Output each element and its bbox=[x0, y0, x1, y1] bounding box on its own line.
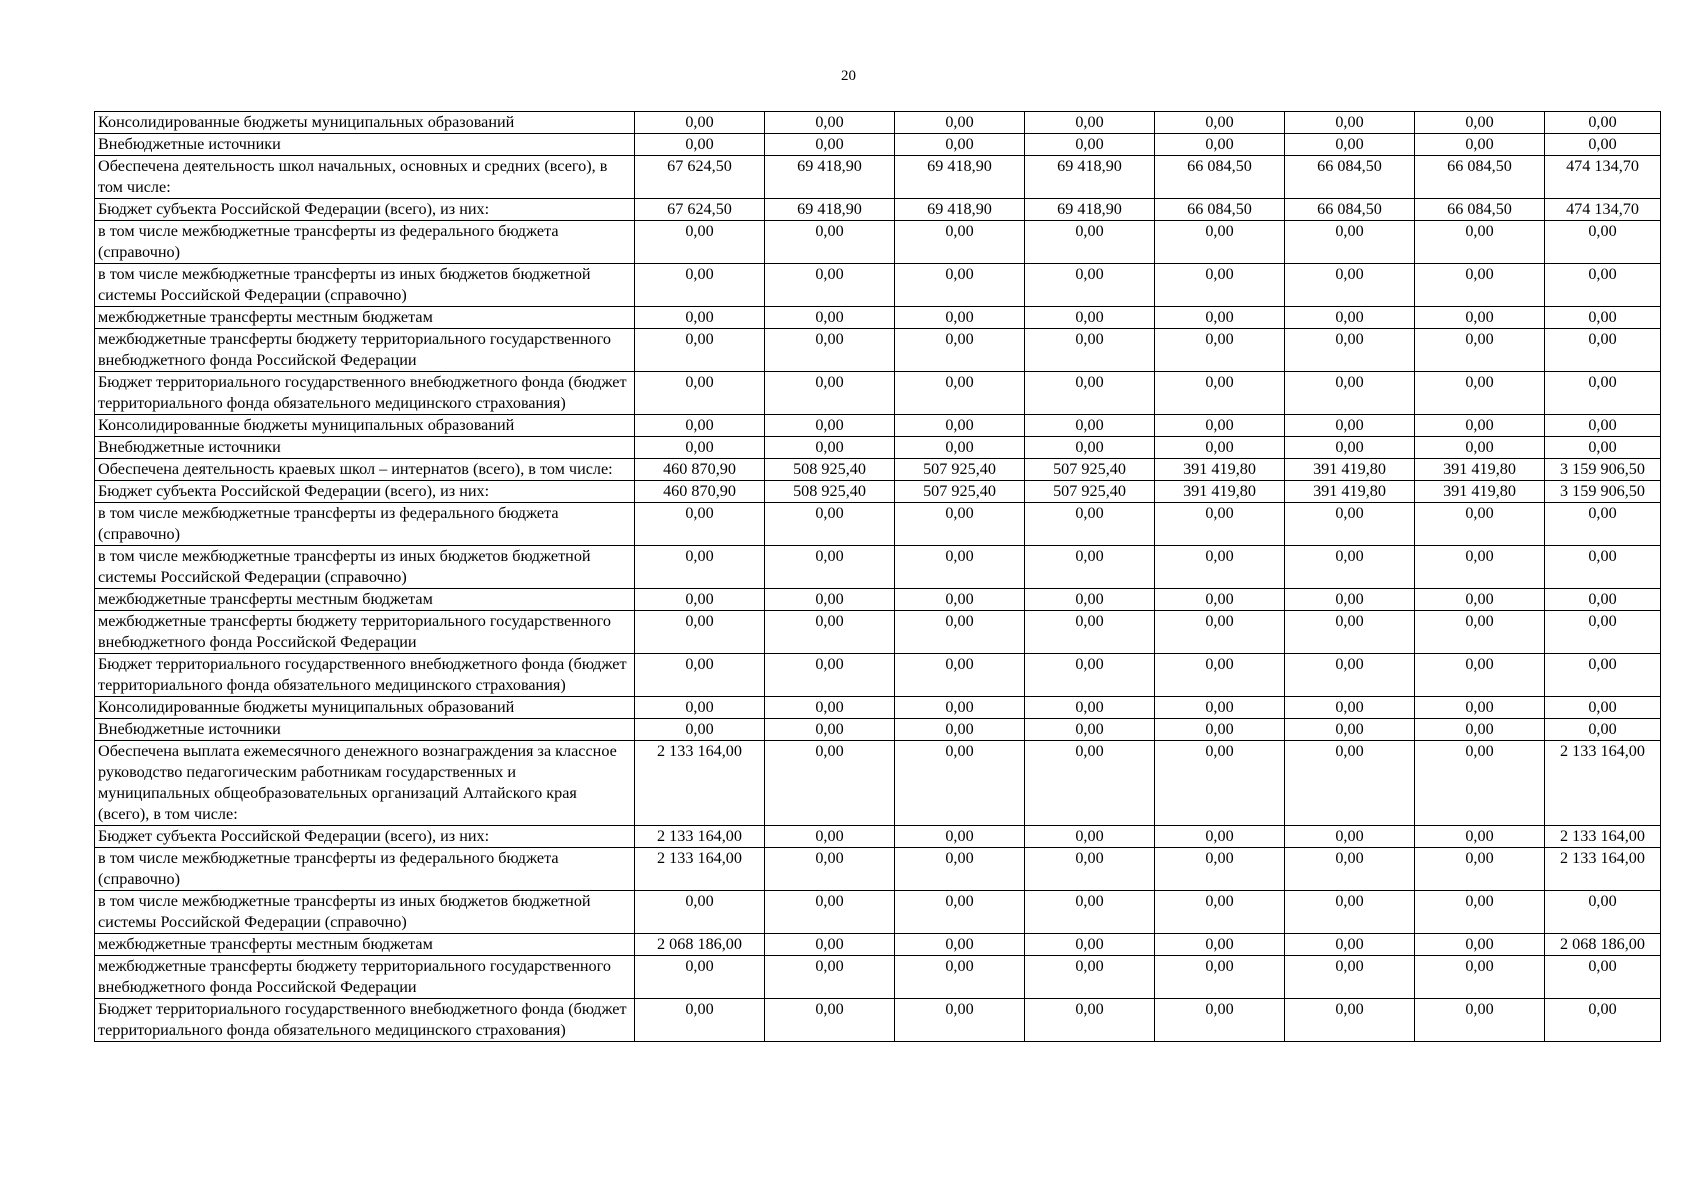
row-value: 0,00 bbox=[1025, 372, 1155, 415]
row-value: 0,00 bbox=[635, 697, 765, 719]
row-value: 0,00 bbox=[1025, 611, 1155, 654]
row-value: 66 084,50 bbox=[1415, 156, 1545, 199]
row-total-value: 0,00 bbox=[1545, 956, 1661, 999]
row-value: 0,00 bbox=[1285, 891, 1415, 934]
table-row bbox=[95, 112, 1661, 134]
row-value: 0,00 bbox=[1155, 611, 1285, 654]
row-value: 0,00 bbox=[1025, 891, 1155, 934]
row-value: 0,00 bbox=[1155, 697, 1285, 719]
table-row bbox=[95, 329, 1661, 372]
row-value: 0,00 bbox=[635, 134, 765, 156]
row-label: Обеспечена выплата ежемесячного денежного вознаграждения за классное руководство педагогическим работникам государственных и муниципальных общеобразовательных организаций Алтайского края (всего), в том числе: bbox=[95, 741, 635, 826]
table-row bbox=[95, 437, 1661, 459]
row-label: Консолидированные бюджеты муниципальных образований bbox=[95, 415, 635, 437]
row-value: 66 084,50 bbox=[1155, 199, 1285, 221]
row-value: 0,00 bbox=[1155, 654, 1285, 697]
row-value: 0,00 bbox=[1025, 741, 1155, 826]
row-value: 0,00 bbox=[895, 611, 1025, 654]
row-value: 0,00 bbox=[1285, 221, 1415, 264]
row-label: Бюджет субъекта Российской Федерации (всего), из них: bbox=[95, 481, 635, 503]
row-value: 0,00 bbox=[895, 221, 1025, 264]
row-value: 66 084,50 bbox=[1285, 156, 1415, 199]
row-value: 0,00 bbox=[895, 934, 1025, 956]
row-value: 0,00 bbox=[635, 437, 765, 459]
row-value: 0,00 bbox=[1155, 956, 1285, 999]
row-value: 0,00 bbox=[765, 611, 895, 654]
table-body bbox=[95, 112, 1661, 1042]
row-value: 0,00 bbox=[1155, 741, 1285, 826]
row-total-value: 3 159 906,50 bbox=[1545, 459, 1661, 481]
row-value: 0,00 bbox=[765, 112, 895, 134]
row-value: 0,00 bbox=[1025, 956, 1155, 999]
row-value: 0,00 bbox=[1415, 741, 1545, 826]
row-value: 0,00 bbox=[1415, 221, 1545, 264]
row-value: 507 925,40 bbox=[1025, 459, 1155, 481]
row-total-value: 0,00 bbox=[1545, 697, 1661, 719]
row-value: 0,00 bbox=[635, 415, 765, 437]
row-value: 0,00 bbox=[1155, 848, 1285, 891]
row-value: 0,00 bbox=[895, 437, 1025, 459]
table-row bbox=[95, 199, 1661, 221]
row-value: 0,00 bbox=[635, 264, 765, 307]
table-row bbox=[95, 589, 1661, 611]
row-value: 66 084,50 bbox=[1285, 199, 1415, 221]
row-label: Консолидированные бюджеты муниципальных образований bbox=[95, 697, 635, 719]
row-value: 0,00 bbox=[1025, 437, 1155, 459]
row-value: 0,00 bbox=[635, 611, 765, 654]
row-value: 391 419,80 bbox=[1415, 481, 1545, 503]
row-value: 0,00 bbox=[1415, 372, 1545, 415]
table-row bbox=[95, 372, 1661, 415]
row-value: 69 418,90 bbox=[895, 199, 1025, 221]
row-value: 69 418,90 bbox=[765, 156, 895, 199]
row-value: 0,00 bbox=[1285, 956, 1415, 999]
row-value: 0,00 bbox=[765, 329, 895, 372]
row-value: 0,00 bbox=[1285, 503, 1415, 546]
row-value: 66 084,50 bbox=[1415, 199, 1545, 221]
row-value: 0,00 bbox=[895, 848, 1025, 891]
table-row bbox=[95, 697, 1661, 719]
row-value: 0,00 bbox=[1155, 264, 1285, 307]
row-label: в том числе межбюджетные трансферты из иных бюджетов бюджетной системы Российской Федерации (справочно) bbox=[95, 264, 635, 307]
row-value: 0,00 bbox=[635, 503, 765, 546]
row-value: 0,00 bbox=[765, 264, 895, 307]
row-value: 2 133 164,00 bbox=[635, 826, 765, 848]
row-value: 0,00 bbox=[895, 891, 1025, 934]
row-value: 0,00 bbox=[1025, 826, 1155, 848]
row-value: 0,00 bbox=[1415, 934, 1545, 956]
row-value: 2 133 164,00 bbox=[635, 848, 765, 891]
row-label: межбюджетные трансферты местным бюджетам bbox=[95, 589, 635, 611]
row-value: 460 870,90 bbox=[635, 481, 765, 503]
row-value: 0,00 bbox=[1415, 891, 1545, 934]
table-row bbox=[95, 891, 1661, 934]
table-row bbox=[95, 546, 1661, 589]
row-value: 0,00 bbox=[1415, 826, 1545, 848]
row-total-value: 0,00 bbox=[1545, 589, 1661, 611]
row-value: 0,00 bbox=[1025, 329, 1155, 372]
row-value: 0,00 bbox=[1415, 264, 1545, 307]
row-total-value: 0,00 bbox=[1545, 999, 1661, 1042]
row-value: 0,00 bbox=[895, 654, 1025, 697]
row-value: 0,00 bbox=[1285, 719, 1415, 741]
row-label: Бюджет территориального государственного внебюджетного фонда (бюджет территориального фонда обязательного медицинского страхования) bbox=[95, 999, 635, 1042]
row-value: 0,00 bbox=[1285, 589, 1415, 611]
row-value: 0,00 bbox=[1285, 546, 1415, 589]
row-value: 0,00 bbox=[1025, 503, 1155, 546]
row-label: межбюджетные трансферты бюджету территориального государственного внебюджетного фонда Российской Федерации bbox=[95, 611, 635, 654]
row-value: 0,00 bbox=[1285, 329, 1415, 372]
row-value: 0,00 bbox=[1025, 415, 1155, 437]
row-total-value: 0,00 bbox=[1545, 307, 1661, 329]
row-value: 0,00 bbox=[1415, 307, 1545, 329]
row-value: 0,00 bbox=[1415, 999, 1545, 1042]
row-value: 0,00 bbox=[635, 546, 765, 589]
row-value: 0,00 bbox=[895, 956, 1025, 999]
row-value: 0,00 bbox=[765, 848, 895, 891]
table-row bbox=[95, 503, 1661, 546]
table-row bbox=[95, 134, 1661, 156]
row-value: 2 133 164,00 bbox=[635, 741, 765, 826]
row-value: 0,00 bbox=[765, 934, 895, 956]
row-value: 0,00 bbox=[1285, 826, 1415, 848]
row-label: Бюджет территориального государственного внебюджетного фонда (бюджет территориального фонда обязательного медицинского страхования) bbox=[95, 372, 635, 415]
row-value: 0,00 bbox=[765, 956, 895, 999]
row-value: 0,00 bbox=[765, 654, 895, 697]
row-value: 0,00 bbox=[1415, 697, 1545, 719]
row-total-value: 0,00 bbox=[1545, 437, 1661, 459]
row-value: 0,00 bbox=[1155, 437, 1285, 459]
row-value: 0,00 bbox=[895, 546, 1025, 589]
row-value: 460 870,90 bbox=[635, 459, 765, 481]
row-label: Внебюджетные источники bbox=[95, 437, 635, 459]
row-value: 0,00 bbox=[1415, 546, 1545, 589]
row-label: в том числе межбюджетные трансферты из федерального бюджета (справочно) bbox=[95, 221, 635, 264]
row-value: 0,00 bbox=[1025, 112, 1155, 134]
row-value: 0,00 bbox=[1025, 654, 1155, 697]
row-value: 0,00 bbox=[895, 372, 1025, 415]
row-value: 0,00 bbox=[1025, 264, 1155, 307]
row-value: 0,00 bbox=[895, 134, 1025, 156]
row-value: 0,00 bbox=[765, 134, 895, 156]
table-row bbox=[95, 415, 1661, 437]
row-value: 0,00 bbox=[1285, 264, 1415, 307]
row-value: 0,00 bbox=[1025, 221, 1155, 264]
row-value: 0,00 bbox=[1415, 437, 1545, 459]
row-total-value: 0,00 bbox=[1545, 546, 1661, 589]
row-value: 0,00 bbox=[1285, 999, 1415, 1042]
row-value: 0,00 bbox=[1285, 611, 1415, 654]
row-total-value: 0,00 bbox=[1545, 112, 1661, 134]
row-value: 0,00 bbox=[895, 697, 1025, 719]
row-value: 0,00 bbox=[1415, 654, 1545, 697]
table-row bbox=[95, 307, 1661, 329]
row-value: 0,00 bbox=[1415, 134, 1545, 156]
row-value: 0,00 bbox=[1415, 956, 1545, 999]
row-value: 0,00 bbox=[1155, 221, 1285, 264]
row-total-value: 0,00 bbox=[1545, 611, 1661, 654]
row-value: 0,00 bbox=[895, 719, 1025, 741]
row-value: 0,00 bbox=[1285, 934, 1415, 956]
row-value: 0,00 bbox=[1415, 112, 1545, 134]
row-value: 0,00 bbox=[765, 415, 895, 437]
row-label: межбюджетные трансферты местным бюджетам bbox=[95, 307, 635, 329]
row-value: 0,00 bbox=[895, 826, 1025, 848]
row-value: 0,00 bbox=[895, 112, 1025, 134]
row-value: 69 418,90 bbox=[895, 156, 1025, 199]
row-value: 0,00 bbox=[635, 654, 765, 697]
row-value: 0,00 bbox=[765, 503, 895, 546]
row-label: Обеспечена деятельность школ начальных, основных и средних (всего), в том числе: bbox=[95, 156, 635, 199]
row-value: 0,00 bbox=[1155, 934, 1285, 956]
table-row bbox=[95, 156, 1661, 199]
row-value: 69 418,90 bbox=[765, 199, 895, 221]
row-value: 0,00 bbox=[1025, 307, 1155, 329]
row-value: 0,00 bbox=[765, 891, 895, 934]
row-value: 0,00 bbox=[1155, 372, 1285, 415]
row-total-value: 0,00 bbox=[1545, 719, 1661, 741]
row-value: 0,00 bbox=[635, 891, 765, 934]
row-value: 0,00 bbox=[1155, 134, 1285, 156]
row-value: 0,00 bbox=[895, 329, 1025, 372]
row-value: 0,00 bbox=[765, 999, 895, 1042]
row-value: 0,00 bbox=[1155, 503, 1285, 546]
row-total-value: 0,00 bbox=[1545, 503, 1661, 546]
row-label: Бюджет территориального государственного внебюджетного фонда (бюджет территориального фонда обязательного медицинского страхования) bbox=[95, 654, 635, 697]
table-row bbox=[95, 481, 1661, 503]
row-value: 2 068 186,00 bbox=[635, 934, 765, 956]
row-value: 391 419,80 bbox=[1285, 459, 1415, 481]
table-row bbox=[95, 719, 1661, 741]
row-value: 0,00 bbox=[1285, 415, 1415, 437]
row-value: 0,00 bbox=[1155, 415, 1285, 437]
row-label: межбюджетные трансферты местным бюджетам bbox=[95, 934, 635, 956]
table-row bbox=[95, 848, 1661, 891]
row-label: в том числе межбюджетные трансферты из федерального бюджета (справочно) bbox=[95, 848, 635, 891]
row-value: 0,00 bbox=[1025, 546, 1155, 589]
row-value: 0,00 bbox=[765, 589, 895, 611]
row-total-value: 3 159 906,50 bbox=[1545, 481, 1661, 503]
row-label: межбюджетные трансферты бюджету территориального государственного внебюджетного фонда Российской Федерации bbox=[95, 329, 635, 372]
row-value: 0,00 bbox=[635, 112, 765, 134]
row-value: 67 624,50 bbox=[635, 156, 765, 199]
row-value: 0,00 bbox=[895, 589, 1025, 611]
row-value: 0,00 bbox=[1285, 307, 1415, 329]
row-value: 0,00 bbox=[1415, 611, 1545, 654]
row-value: 391 419,80 bbox=[1155, 459, 1285, 481]
row-value: 0,00 bbox=[1285, 437, 1415, 459]
row-value: 0,00 bbox=[765, 546, 895, 589]
row-value: 0,00 bbox=[1415, 415, 1545, 437]
row-value: 69 418,90 bbox=[1025, 156, 1155, 199]
row-label: межбюджетные трансферты бюджету территориального государственного внебюджетного фонда Российской Федерации bbox=[95, 956, 635, 999]
row-value: 0,00 bbox=[895, 307, 1025, 329]
row-value: 0,00 bbox=[635, 999, 765, 1042]
row-value: 508 925,40 bbox=[765, 459, 895, 481]
row-value: 0,00 bbox=[895, 741, 1025, 826]
row-value: 0,00 bbox=[635, 307, 765, 329]
row-value: 0,00 bbox=[1025, 697, 1155, 719]
table-row bbox=[95, 934, 1661, 956]
row-value: 0,00 bbox=[1155, 112, 1285, 134]
row-value: 0,00 bbox=[895, 415, 1025, 437]
row-total-value: 0,00 bbox=[1545, 891, 1661, 934]
row-total-value: 0,00 bbox=[1545, 264, 1661, 307]
row-value: 507 925,40 bbox=[895, 459, 1025, 481]
row-value: 0,00 bbox=[635, 221, 765, 264]
row-value: 0,00 bbox=[1155, 719, 1285, 741]
table-row bbox=[95, 611, 1661, 654]
row-total-value: 0,00 bbox=[1545, 654, 1661, 697]
row-value: 0,00 bbox=[1155, 999, 1285, 1042]
row-value: 0,00 bbox=[1025, 999, 1155, 1042]
row-value: 0,00 bbox=[765, 826, 895, 848]
row-value: 0,00 bbox=[765, 719, 895, 741]
row-total-value: 2 133 164,00 bbox=[1545, 741, 1661, 826]
row-label: в том числе межбюджетные трансферты из иных бюджетов бюджетной системы Российской Федерации (справочно) bbox=[95, 546, 635, 589]
row-value: 0,00 bbox=[1415, 848, 1545, 891]
table-row bbox=[95, 956, 1661, 999]
row-value: 0,00 bbox=[1285, 134, 1415, 156]
row-value: 0,00 bbox=[1155, 826, 1285, 848]
table-row bbox=[95, 999, 1661, 1042]
row-value: 0,00 bbox=[1025, 589, 1155, 611]
row-value: 0,00 bbox=[1415, 329, 1545, 372]
table-row bbox=[95, 826, 1661, 848]
row-label: Обеспечена деятельность краевых школ – интернатов (всего), в том числе: bbox=[95, 459, 635, 481]
row-value: 0,00 bbox=[1415, 589, 1545, 611]
row-value: 0,00 bbox=[1155, 546, 1285, 589]
row-value: 0,00 bbox=[765, 372, 895, 415]
row-value: 391 419,80 bbox=[1285, 481, 1415, 503]
row-total-value: 2 068 186,00 bbox=[1545, 934, 1661, 956]
row-value: 0,00 bbox=[1155, 891, 1285, 934]
row-value: 0,00 bbox=[1285, 112, 1415, 134]
row-total-value: 474 134,70 bbox=[1545, 156, 1661, 199]
row-value: 0,00 bbox=[1025, 134, 1155, 156]
row-value: 0,00 bbox=[1025, 848, 1155, 891]
row-value: 0,00 bbox=[635, 956, 765, 999]
row-label: Консолидированные бюджеты муниципальных образований bbox=[95, 112, 635, 134]
row-value: 69 418,90 bbox=[1025, 199, 1155, 221]
row-label: Внебюджетные источники bbox=[95, 719, 635, 741]
row-value: 0,00 bbox=[635, 372, 765, 415]
row-value: 0,00 bbox=[765, 741, 895, 826]
row-value: 0,00 bbox=[1285, 654, 1415, 697]
row-value: 0,00 bbox=[1025, 934, 1155, 956]
row-value: 391 419,80 bbox=[1415, 459, 1545, 481]
row-value: 66 084,50 bbox=[1155, 156, 1285, 199]
row-label: в том числе межбюджетные трансферты из иных бюджетов бюджетной системы Российской Федерации (справочно) bbox=[95, 891, 635, 934]
row-value: 0,00 bbox=[1415, 503, 1545, 546]
row-value: 0,00 bbox=[1285, 848, 1415, 891]
table-row bbox=[95, 264, 1661, 307]
row-value: 0,00 bbox=[765, 437, 895, 459]
row-value: 391 419,80 bbox=[1155, 481, 1285, 503]
table-row bbox=[95, 741, 1661, 826]
row-value: 0,00 bbox=[765, 307, 895, 329]
row-value: 0,00 bbox=[635, 719, 765, 741]
row-value: 0,00 bbox=[765, 697, 895, 719]
row-value: 0,00 bbox=[1155, 329, 1285, 372]
row-value: 0,00 bbox=[1285, 372, 1415, 415]
page-number: 20 bbox=[841, 68, 856, 84]
row-value: 0,00 bbox=[895, 503, 1025, 546]
row-value: 507 925,40 bbox=[895, 481, 1025, 503]
row-label: Бюджет субъекта Российской Федерации (всего), из них: bbox=[95, 826, 635, 848]
row-total-value: 0,00 bbox=[1545, 372, 1661, 415]
row-total-value: 0,00 bbox=[1545, 415, 1661, 437]
row-value: 0,00 bbox=[1285, 741, 1415, 826]
table-row bbox=[95, 654, 1661, 697]
row-total-value: 0,00 bbox=[1545, 329, 1661, 372]
row-label: в том числе межбюджетные трансферты из федерального бюджета (справочно) bbox=[95, 503, 635, 546]
row-value: 0,00 bbox=[895, 264, 1025, 307]
row-value: 0,00 bbox=[765, 221, 895, 264]
table-row bbox=[95, 459, 1661, 481]
table-row bbox=[95, 221, 1661, 264]
row-label: Внебюджетные источники bbox=[95, 134, 635, 156]
row-value: 0,00 bbox=[1285, 697, 1415, 719]
row-value: 0,00 bbox=[635, 329, 765, 372]
row-total-value: 474 134,70 bbox=[1545, 199, 1661, 221]
row-value: 67 624,50 bbox=[635, 199, 765, 221]
row-label: Бюджет субъекта Российской Федерации (всего), из них: bbox=[95, 199, 635, 221]
row-total-value: 2 133 164,00 bbox=[1545, 848, 1661, 891]
row-value: 508 925,40 bbox=[765, 481, 895, 503]
row-value: 0,00 bbox=[635, 589, 765, 611]
budget-table bbox=[94, 111, 1661, 1042]
row-value: 0,00 bbox=[1025, 719, 1155, 741]
row-total-value: 2 133 164,00 bbox=[1545, 826, 1661, 848]
row-value: 507 925,40 bbox=[1025, 481, 1155, 503]
row-value: 0,00 bbox=[895, 999, 1025, 1042]
row-value: 0,00 bbox=[1415, 719, 1545, 741]
row-value: 0,00 bbox=[1155, 589, 1285, 611]
row-total-value: 0,00 bbox=[1545, 134, 1661, 156]
row-value: 0,00 bbox=[1155, 307, 1285, 329]
row-total-value: 0,00 bbox=[1545, 221, 1661, 264]
